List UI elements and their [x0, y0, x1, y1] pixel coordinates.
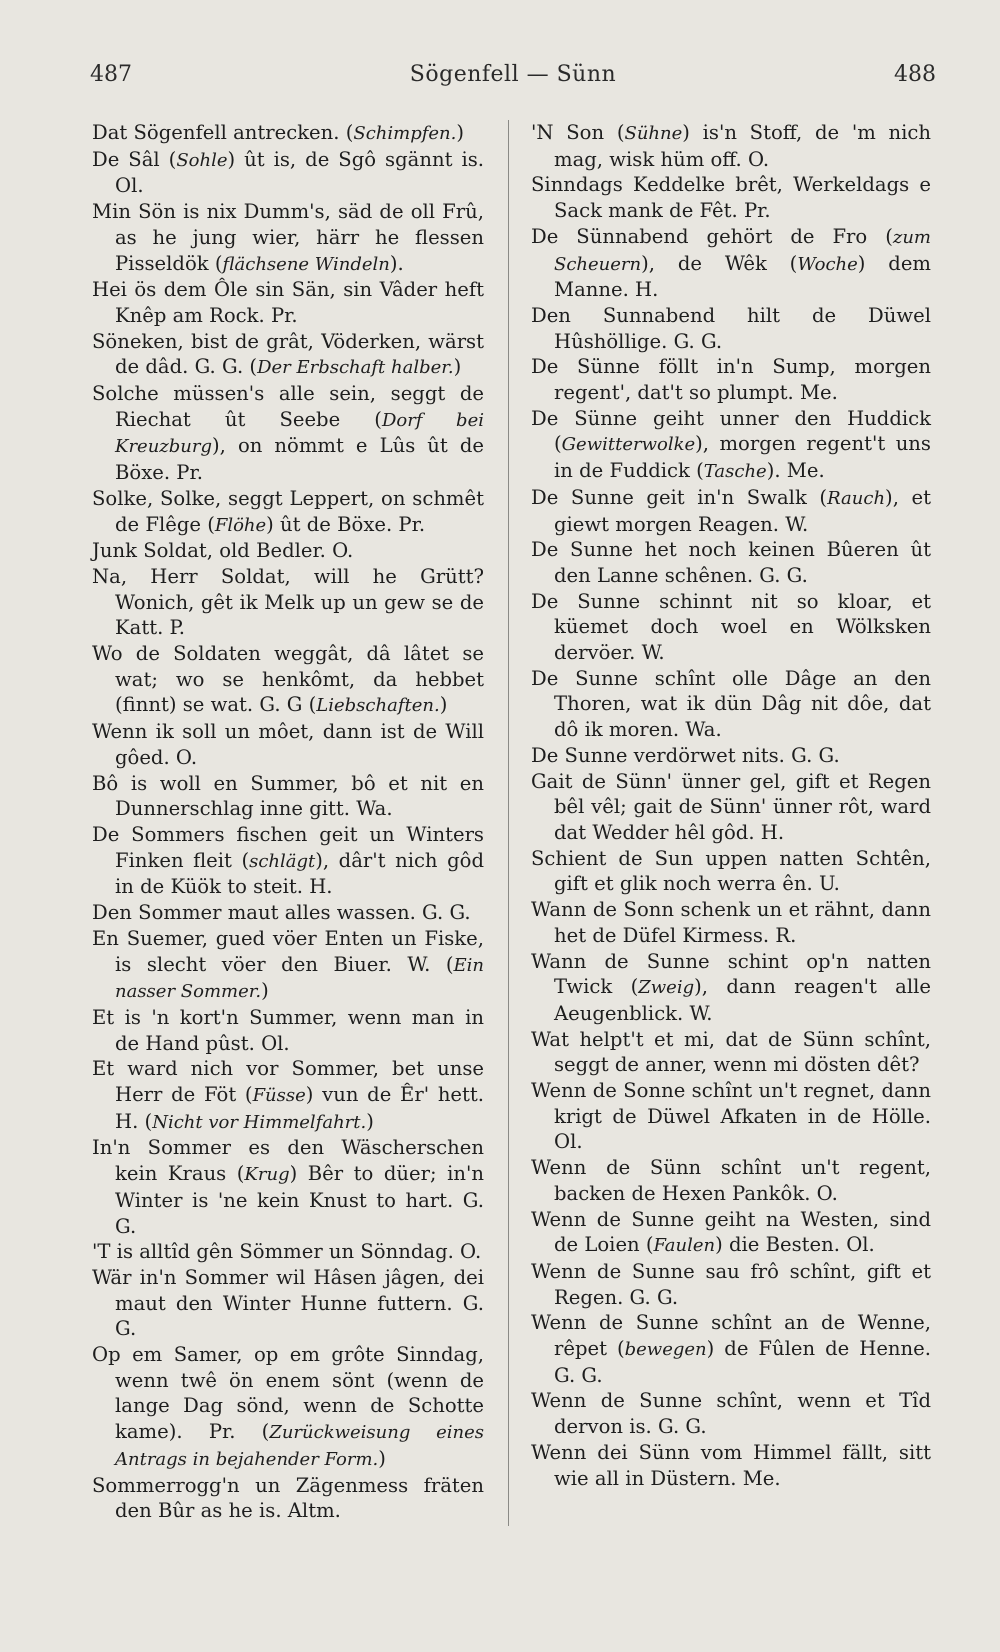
proverb-text: ) [456, 121, 465, 144]
proverb-text: Min Sön is nix Dumm's, säd de oll Frû, as he jung wier, härr he flessen Pisseldök ( [92, 200, 484, 275]
proverb-text: ) [261, 979, 269, 1003]
proverb-text: Dat Sögenfell antrecken. ( [92, 121, 354, 144]
left-page-number: 487 [90, 62, 132, 87]
proverb-gloss: Nicht vor Himmelfahrt. [152, 1111, 367, 1133]
proverb-gloss: Woche [797, 253, 858, 275]
proverb-text: ), et giewt morgen Reagen. W. [554, 485, 931, 536]
running-title: Sögenfell — Sünn [409, 62, 617, 87]
proverb-entry [531, 666, 931, 743]
proverb-gloss: schlägt [249, 850, 316, 872]
proverb-text: ) vun de Êr' hett. H. ( [115, 1083, 485, 1133]
proverb-gloss: Sühne [624, 123, 683, 144]
proverb-text: Wenn de Sunne schînt an de Wenne, rêpet ( [531, 1311, 931, 1361]
proverb-entry [92, 1135, 484, 1239]
proverb-text: Wenn de Sonne schînt un't regnet, dann krigt de Düwel Afkaten in de Hölle. Ol. [531, 1079, 931, 1154]
proverb-entry [92, 771, 484, 822]
proverb-text: De Sunne het noch keinen Bûeren ût den Lanne schênen. G. G. [531, 538, 931, 587]
proverb-text: Op em Samer, op em grôte Sinndag, wenn twê ön enem sönt (wenn de lange Dag sönd, wenn de Schotte kame). Pr. ( [92, 1343, 484, 1444]
proverb-entry [531, 485, 931, 537]
proverb-entry [531, 589, 931, 666]
proverb-entry [92, 277, 484, 328]
proverb-text: Den Sunnabend hilt de Düwel Hûshöllige. G. G. [531, 303, 931, 353]
proverb-text: Wo de Soldaten weggât, dâ lâtet se wat; wo se henkômt, da hebbet (finnt) se wat. G. G ( [92, 642, 484, 717]
proverb-text: De Sünne geiht unner den Huddick ( [531, 406, 931, 456]
proverb-text: De Sünne föllt in'n Sump, morgen regent', dat't so plumpt. Me. [531, 355, 931, 405]
proverb-text: De Sunne verdörwet nits. G. G. [531, 743, 840, 767]
proverb-text: Hei ös dem Ôle sin Sän, sin Vâder heft Knêp am Rock. Pr. [92, 278, 484, 327]
proverb-text: Wenn ik soll un môet, dann ist de Will gôed. O. [92, 720, 484, 769]
proverb-gloss: Tasche [703, 461, 767, 483]
proverb-entry [531, 172, 931, 223]
proverb-text: Wann de Sonn schenk un et rähnt, dann het de Düfel Kirmess. R. [531, 898, 931, 947]
proverb-gloss: Rauch [827, 487, 886, 509]
proverb-text: In'n Sommer es den Wäscherschen kein Kraus ( [92, 1136, 484, 1186]
proverb-entry [92, 900, 484, 926]
proverb-entry [92, 1005, 484, 1056]
right-page-number: 488 [894, 62, 936, 87]
proverb-text: Sommerrogg'n un Zägenmess fräten den Bûr as he is. Altm. [92, 1473, 484, 1523]
proverb-text: De Sunne schînt olle Dâge an den Thoren, wat ik dün Dâg nit dôe, dat dô ik moren. Wa. [531, 666, 931, 742]
proverb-entry [531, 406, 931, 485]
proverb-text: ), dâr't nich gôd in de Küök to steit. H. [115, 848, 484, 899]
proverb-text: De Sünnabend gehört de Fro ( [531, 224, 893, 248]
proverb-entry [92, 1473, 484, 1524]
proverb-text: Wenn dei Sünn vom Himmel fällt, sitt wie all in Düstern. Me. [531, 1440, 931, 1490]
proverb-text: ) [453, 355, 462, 379]
proverb-text: Wär in'n Sommer wil Hâsen jâgen, dei maut den Winter Hunne futtern. G. G. [92, 1265, 484, 1341]
proverb-gloss: Zurückweisung eines Antrags in bejahender Form. [115, 1422, 484, 1470]
proverb-text: Wat helpt't et mi, dat de Sünn schînt, seggt de anner, wenn mi dösten dêt? [531, 1027, 931, 1077]
proverb-text: De Sunne schinnt nit so kloar, et küemet doch woel en Wölksken dervöer. W. [531, 589, 931, 665]
proverb-text: ) ût is, de Sgô sgännt is. Ol. [115, 147, 484, 198]
proverb-text: ), dann reagen't alle Aeugenblick. W. [554, 975, 931, 1025]
proverb-entry [92, 1239, 484, 1265]
proverb-text: Et is 'n kort'n Summer, wenn man in de Hand pûst. Ol. [92, 1005, 484, 1055]
proverb-gloss: Gewitterwolke [561, 434, 696, 456]
proverb-entry [92, 147, 484, 199]
proverb-entry [531, 1440, 931, 1491]
proverb-text: ), de Wêk ( [641, 251, 798, 275]
proverb-entry [92, 329, 484, 381]
proverb-text: Wann de Sunne schint op'n natten Twick ( [531, 949, 931, 999]
proverb-entry [531, 743, 931, 769]
proverb-text: Solke, Solke, seggt Leppert, on schmêt de Flêge ( [92, 486, 484, 536]
proverb-gloss: Zweig [638, 977, 695, 999]
proverb-text: De Sommers fischen geit un Winters Finken fleit ( [92, 822, 484, 872]
proverb-entry [531, 1078, 931, 1155]
proverb-entry [531, 1155, 931, 1206]
proverb-entry [531, 354, 931, 405]
proverb-gloss: zum Scheuern [554, 226, 931, 275]
column-divider [508, 120, 509, 1526]
proverb-entry [531, 537, 931, 588]
proverb-text: ) die Besten. Ol. [715, 1233, 875, 1257]
proverb-entry [92, 1342, 484, 1473]
proverb-gloss: Krug [244, 1164, 290, 1186]
proverb-text: Den Sommer maut alles wassen. G. G. [92, 901, 471, 925]
proverb-gloss: Flöhe [214, 514, 267, 536]
proverb-text: ). Me. [766, 459, 825, 483]
proverb-entry [92, 199, 484, 277]
proverb-entry [92, 120, 484, 147]
proverb-entry [92, 822, 484, 900]
proverb-text: De Sâl ( [92, 147, 177, 171]
proverb-gloss: Der Erbschaft halber. [257, 357, 454, 379]
proverb-entry [531, 1388, 931, 1439]
proverb-gloss: Sohle [176, 149, 228, 171]
proverb-entry [531, 1310, 931, 1388]
proverb-text: ) de Fûlen de Henne. G. G. [554, 1337, 931, 1387]
proverb-gloss: bewegen [624, 1339, 707, 1361]
proverb-entry [92, 719, 484, 770]
proverb-text: ) is'n Stoff, de 'm nich mag, wisk hüm off. O. [554, 121, 931, 171]
proverb-text: Et ward nich vor Sommer, bet unse Herr de Föt ( [92, 1057, 484, 1107]
proverb-text: ) dem Manne. H. [554, 251, 931, 302]
proverb-text: Gait de Sünn' ünner gel, gift et Regen bêl vêl; gait de Sünn' ünner rôt, ward dat Wedder hêl gôd. H. [531, 769, 931, 844]
proverb-gloss: Liebschaften. [316, 695, 440, 717]
proverb-entry [531, 846, 931, 897]
proverb-entry [531, 897, 931, 948]
proverb-entry [92, 1265, 484, 1342]
proverb-text: Sinndags Keddelke brêt, Werkeldags e Sack mank de Fêt. Pr. [531, 173, 931, 223]
proverb-gloss: Ein nasser Sommer. [115, 954, 484, 1003]
proverb-text: De Sunne geit in'n Swalk ( [531, 485, 828, 509]
proverb-entry [531, 1027, 931, 1078]
proverb-entry [531, 303, 931, 354]
proverb-entry [92, 564, 484, 641]
proverb-text: ), on nömmt e Lûs ût de Böxe. Pr. [115, 434, 484, 485]
proverb-text: ) [378, 1446, 386, 1470]
proverb-entry [531, 1259, 931, 1310]
proverb-entry [531, 949, 931, 1027]
proverb-text: Wenn de Sunne geiht na Westen, sind de Loien ( [531, 1207, 931, 1257]
proverb-gloss: Dorf bei Kreuzburg [115, 409, 484, 458]
proverb-entry [531, 120, 931, 172]
proverb-text: ) [366, 1109, 374, 1133]
proverb-entry [92, 641, 484, 719]
running-header [90, 58, 936, 92]
proverb-entry [531, 1207, 931, 1259]
proverb-text: Wenn de Sunne sau frô schînt, gift et Regen. G. G. [531, 1259, 931, 1309]
proverb-entry [92, 381, 484, 486]
proverb-text: ), morgen regent't uns in de Fuddick ( [554, 432, 931, 483]
proverb-gloss: flächsene Windeln [222, 253, 390, 275]
proverb-text: ) ût de Böxe. Pr. [266, 512, 426, 536]
proverb-text: 'T is alltîd gên Sömmer un Sönndag. O. [92, 1240, 482, 1264]
proverb-text: 'N Son ( [531, 121, 625, 144]
proverb-text: ) Bêr to düer; in'n Winter is 'ne kein Knust to hart. G. G. [115, 1162, 484, 1238]
proverb-text: Bô is woll en Summer, bô et nit en Dunnerschlag inne gitt. Wa. [92, 771, 484, 821]
proverb-text: ). [389, 251, 404, 275]
proverb-entry [92, 486, 484, 538]
proverb-entry [92, 926, 484, 1005]
proverb-text: Wenn de Sunne schînt, wenn et Tîd dervon is. G. G. [531, 1389, 931, 1439]
proverb-text: Na, Herr Soldat, will he Grütt? Wonich, gêt ik Melk up un gew se de Katt. P. [92, 564, 484, 640]
proverb-text: Schient de Sun uppen natten Schtên, gift et glik noch werra ên. U. [531, 846, 931, 896]
proverb-text: ) [439, 693, 448, 717]
proverb-gloss: Schimpfen. [353, 123, 457, 144]
proverb-text: Söneken, bist de grât, Vöderken, wärst de dâd. G. G. ( [92, 329, 484, 379]
right-column [531, 120, 931, 1491]
proverb-gloss: Füsse [252, 1085, 306, 1107]
proverb-gloss: Faulen [653, 1235, 716, 1257]
proverb-text: Wenn de Sünn schînt un't regent, backen de Hexen Pankôk. O. [531, 1156, 931, 1205]
left-column [92, 120, 484, 1524]
proverb-text: Junk Soldat, old Bedler. O. [92, 539, 354, 563]
proverb-entry [531, 224, 931, 303]
proverb-entry [92, 538, 484, 564]
proverb-entry [531, 769, 931, 846]
proverb-text: Solche müssen's alle sein, seggt de Riechat ût Seebe ( [92, 382, 484, 431]
proverb-entry [92, 1056, 484, 1135]
proverb-text: En Suemer, gued vöer Enten un Fiske, is slecht vöer den Biuer. W. ( [92, 926, 484, 976]
